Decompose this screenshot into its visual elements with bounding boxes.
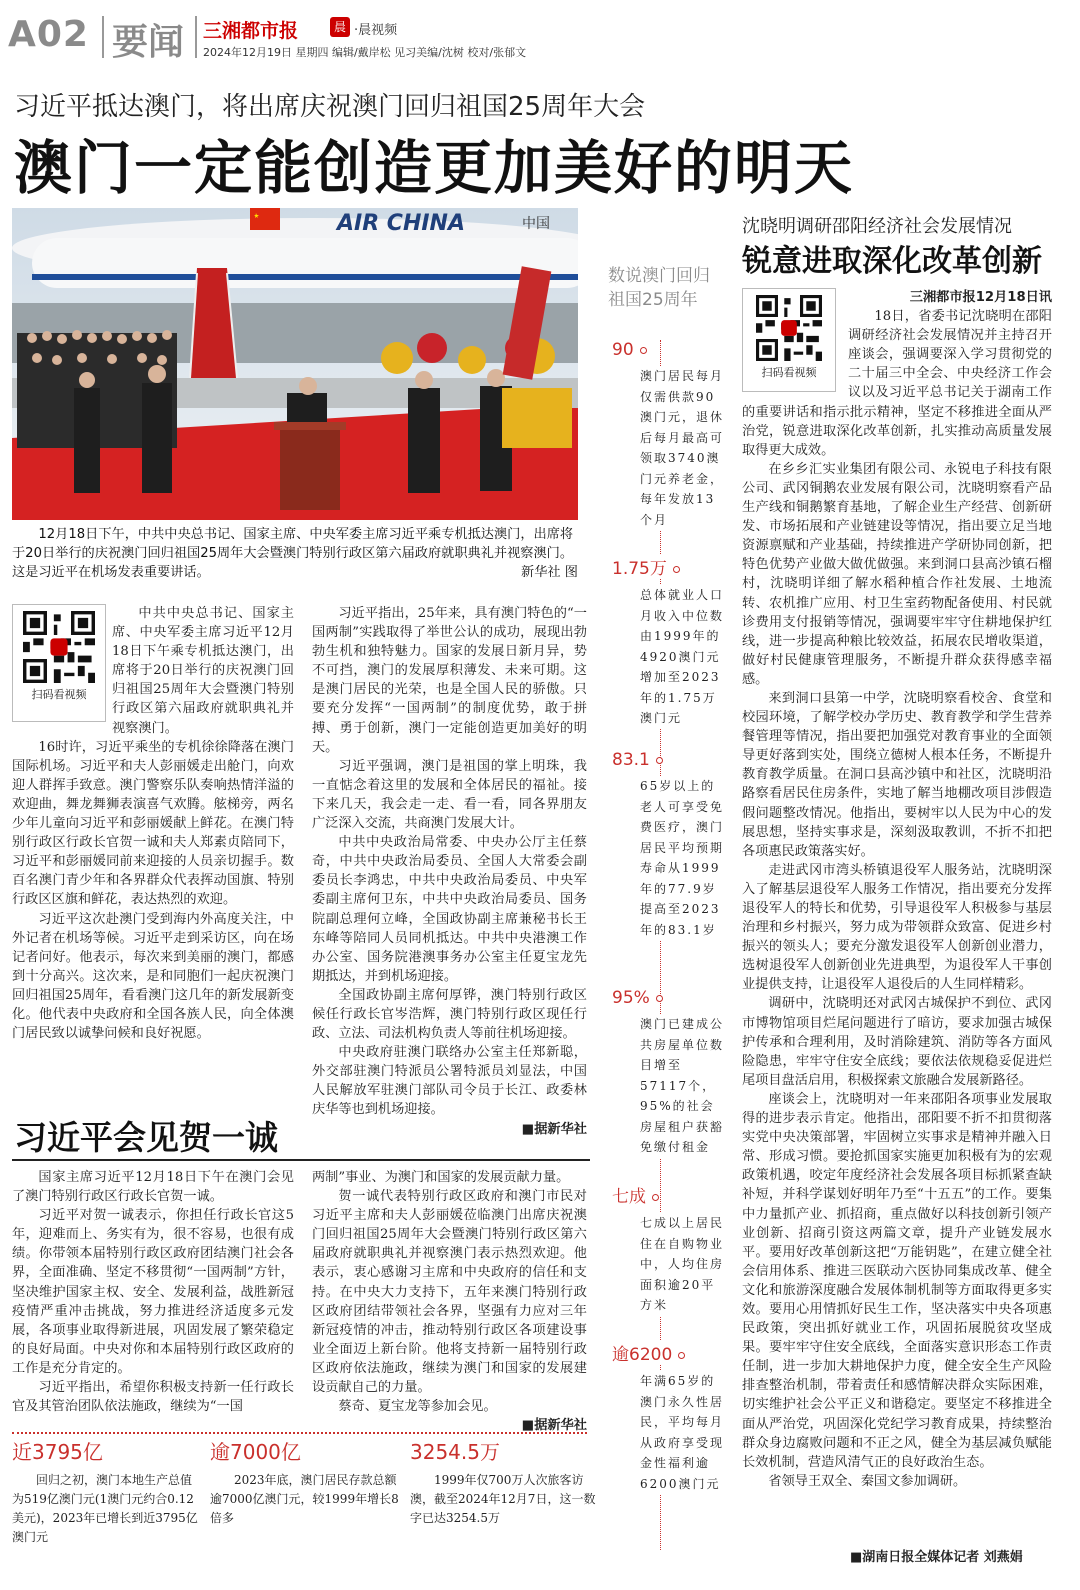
title-rule: [12, 1159, 590, 1161]
caption-text: 12月18日下午，中共中央总书记、国家主席、中央军委主席习近平乘专机抵达澳门，出席将于20日举行的庆祝澳门回归祖国25周年大会暨澳门特别行政区第六届政府就职典礼并视察澳门。这是习近平在机场发表重要讲话。: [12, 527, 574, 580]
newspaper-logo: 三湘都市报: [203, 20, 299, 42]
paragraph: 座谈会上，沈晓明对一年来邵阳各项事业发展取得的进步表示肯定。他指出，邵阳要不折不扣贯彻落实党中央决策部署，牢固树立实事求是精神并融入日常、形成习惯。要抢抓国家实施更加积极有为的宏观政策机遇，咬定年度经济社会发展各项目标抓紧查缺补短，并科学谋划好明年乃至“十五五”的工作。要集中力量抓产业、抓招商，重点做好以科技创新引领产业创新、招商引资这两篇文章，提升产业链发展水平。要用好改革创新这把“万能钥匙”，在建立健全社会信用体系、推进三医联动六医协同集成改革、健全文化和旅游深度融合发展体制机制等方面取得更多实效。要用心用情抓好民生工作，坚决落实中央各项惠民政策，突出抓好就业工作，巩固拓展脱贫攻坚成果。要牢牢守住安全底线，全面落实意识形态工作责任制，进一步加大耕地保护力度，健全安全生产风险排查整治机制，带着责任和感情解决群众实际困难，切实维护社会公平正义和谐稳定。要坚定不移推进全面从严治党，巩固深化党纪学习教育成果，持续整治群众身边腐败问题和不正之风，健全为基层减负赋能长效机制，营造风清气正的良好政治生态。: [742, 1091, 1052, 1470]
sidebar-number: 1.75万: [612, 554, 671, 579]
qr-code-icon: [756, 295, 822, 361]
qr-label: 扫码看视频: [761, 366, 817, 379]
lead-title: 澳门一定能创造更加美好的明天: [14, 134, 855, 202]
stat-number: 近3795亿: [12, 1440, 103, 1464]
paragraph: 中共中央总书记、国家主席、中央军委主席习近平12月18日下午乘专机抵达澳门，出席将于20日举行的庆祝澳门回归祖国25周年大会暨澳门特别行政区第六届政府就职典礼并视察澳门。: [112, 606, 294, 736]
second-article-title: 习近平会见贺一诚: [14, 1118, 278, 1157]
right-article-title: 锐意进取深化改革创新: [742, 244, 1042, 279]
sidebar-item: [612, 750, 728, 940]
news-photo: [12, 208, 578, 520]
paragraph: 国家主席习近平12月18日下午在澳门会见了澳门特别行政区行政长官贺一诚。: [12, 1170, 294, 1205]
lead-subtitle: 习近平抵达澳门，将出席庆祝澳门回归祖国25周年大会: [14, 92, 646, 122]
second-article-column-2: [312, 1168, 587, 1435]
page-number: A02: [8, 14, 89, 55]
timeline-dot-icon: [652, 1194, 659, 1201]
stat-text: 2023年底，澳门居民存款总额逾7000亿澳门元，较1999年增长8倍多: [210, 1473, 399, 1525]
stat-text: 1999年仅700万人次旅客访澳，截至2024年12月7日，这一数字已达3254.5万: [410, 1473, 596, 1525]
timeline-dot-icon: [678, 1352, 685, 1359]
paragraph: 走进武冈市湾头桥镇退役军人服务站，沈晓明深入了解基层退役军人服务工作情况，指出要充分发挥退役军人的特长和优势，引导退役军人积极参与基层治理和乡村振兴，努力成为带领群众致富、促进乡村振兴的领头人；要充分激发退役军人创新创业潜力，选树退役军人创新创业先进典型，为退役军人干事创业提供支持，让退役军人退役后的人生同样精彩。: [742, 862, 1052, 993]
paragraph: 来到洞口县第一中学，沈晓明察看校舍、食堂和校园环境，了解学校办学历史、教育教学和学生营养餐管理等情况，指出要把加强党对教育事业的全面领导更好落到实处，围绕立德树人根本任务，不断提升教育教学质量。在洞口县高沙镇中和社区，沈晓明沿路察看居民住房条件，实地了解当地棚改项目涉假造假问题整改情况。他指出，要树牢以人民为中心的发展思想，坚持实事求是，深刻汲取教训，不折不扣把各项惠民政策落实好。: [742, 690, 1052, 859]
lead-article-column-1: [12, 604, 294, 1043]
video-badge-text: ·晨视频: [354, 23, 398, 38]
sidebar-text: 澳门居民每月仅需供款90澳门元，退休后每月最高可领取3740澳门元养老金，每年发放13个月: [612, 366, 728, 530]
airplane-livery-cn: 中国: [522, 216, 550, 232]
timeline-dot-icon: [673, 566, 680, 573]
stat-text: 回归之初，澳门本地生产总值为519亿澳门元(1澳门元约合0.12美元)，2023年已增长到近3795亿澳门元: [12, 1473, 198, 1544]
section-name: 要闻: [112, 22, 185, 63]
right-article-subtitle: 沈晓明调研邵阳经济社会发展情况: [742, 216, 1012, 237]
paragraph: 贺一诚代表特别行政区政府和澳门市民对习近平主席和夫人彭丽媛莅临澳门出席庆祝澳门回归祖国25周年大会暨澳门特别行政区第六届政府就职典礼并视察澳门表示热烈欢迎。他表示，衷心感谢习主席和中央政府的信任和支持。在中央大力支持下，五年来澳门特别行政区政府团结带领社会各界，坚强有力应对三年新冠疫情的冲击，推动特别行政区各项建设事业全面迈上新台阶。他将支持新一届特别行政区政府依法施政，继续为澳门和国家的发展建设贡献自己的力量。: [312, 1189, 587, 1396]
sidebar-text: 65岁以上的老人可享受免费医疗，澳门居民平均预期寿命从1999年的77.9岁提高至2023年的83.1岁: [612, 776, 728, 940]
sidebar-text: 七成以上居民住在自购物业中，人均住房面积逾20平方米: [612, 1213, 728, 1316]
sidebar-item: [612, 340, 728, 530]
dateline: 三湘都市报12月18日讯: [909, 290, 1052, 305]
qr-label: 扫码看视频: [31, 688, 87, 701]
header-divider: [195, 16, 197, 58]
stat-number: 逾7000亿: [210, 1440, 301, 1464]
sidebar-title: 数说澳门回归祖国25周年: [608, 266, 710, 310]
paragraph: 中央政府驻澳门联络办公室主任郑新聪，外交部驻澳门特派员公署特派员刘显法，中国人民解放军驻澳门部队司令员于长江、政委林庆华等也到机场迎接。: [312, 1045, 587, 1118]
sidebar-item: [612, 554, 728, 729]
sidebar-text: 澳门已建成公共房屋单位数目增至57117个，95%的社会房屋租户获豁免缴付租金: [612, 1014, 728, 1158]
stats-divider: [12, 1432, 587, 1434]
sidebar-item: [612, 1340, 728, 1494]
sidebar-number: 逾6200: [612, 1340, 676, 1365]
paragraph: 习近平指出，25年来，具有澳门特色的“一国两制”实践取得了举世公认的成功，展现出勃勃生机和独特魅力。国家的发展日新月异，势不可挡，澳门的发展厚积薄发、未来可期。这是澳门居民的光荣，也是全国人民的骄傲。只要充分发挥“一国两制”的制度优势，敢于拼搏、勇于创新，澳门一定能创造更加美好的明天。: [312, 606, 587, 755]
photo-caption: [12, 525, 578, 582]
stat-block: [210, 1436, 400, 1528]
sidebar-text: 总体就业人口月收入中位数由1999年的4920澳门元增加至2023年的1.75万澳门元: [612, 585, 728, 729]
paragraph: 省领导王双全、秦国文参加调研。: [768, 1473, 967, 1489]
flag-icon: [250, 208, 280, 230]
timeline-dot-icon: [656, 757, 663, 764]
paragraph: 18日，省委书记沈晓明在邵阳调研经济社会发展情况并主持召开座谈会，强调要深入学习贯彻党的二十届三中全会、中央经济工作会议以及习近平总书记关于湖南工作的重要讲话和指示批示精神，坚定不移推进全面从严治党，锐意进取深化改革创新，扎实推动高质量发展取得更大成效。: [742, 309, 1052, 458]
airplane-livery-text: AIR CHINA: [337, 211, 465, 236]
timeline-dot-icon: [640, 347, 647, 354]
airport-scene-illustration: [12, 208, 578, 520]
article-credit: ■湖南日报全媒体记者 刘燕娟: [850, 1550, 1023, 1565]
paragraph: 习近平这次赴澳门受到海内外高度关注，中外记者在机场等候。习近平走到采访区，向在场记者问好。他表示，每次来到美丽的澳门，都感到十分高兴。这次来，是和同胞们一起庆祝澳门回归祖国25周年，看看澳门这几年的新发展新变化。他代表中央政府和全国各族人民，向全体澳门居民致以诚挚问候和良好祝愿。: [12, 911, 294, 1042]
article-credit: ■据新华社: [521, 1418, 587, 1434]
article-credit: ■据新华社: [521, 1121, 587, 1137]
timeline-dot-icon: [656, 995, 663, 1002]
sidebar-item: [612, 1182, 728, 1316]
macau-stats-sidebar: [604, 260, 730, 1570]
caption-credit: 新华社 图: [521, 565, 578, 580]
paragraph: 16时许，习近平乘坐的专机徐徐降落在澳门国际机场。习近平和夫人彭丽媛走出舱门，向欢迎人群挥手致意。澳门警察乐队奏响热情洋溢的欢迎曲，舞龙舞狮表演喜气欢腾。舷梯旁，两名少年儿童向习近平和彭丽媛献上鲜花。在澳门特别行政区行政长官贺一诚和夫人郑素贞陪同下，习近平和彭丽媛同前来迎接的人员亲切握手。数百名澳门青少年和各界群众代表挥动国旗、特别行政区区旗和鲜花，表达热烈的欢迎。: [12, 739, 294, 908]
stat-number: 3254.5万: [410, 1440, 500, 1464]
paragraph: 习近平指出，希望你积极支持新一任行政长官及其管治团队依法施政，继续为“一国: [12, 1380, 294, 1415]
video-badge-icon: 晨: [330, 17, 350, 37]
issue-info: 2024年12月19日 星期四 编辑/戴岸松 见习美编/沈树 校对/张郁文: [203, 46, 527, 59]
paragraph: 两制”事业、为澳门和国家的发展贡献力量。: [312, 1170, 570, 1185]
qr-code-block[interactable]: [742, 288, 836, 392]
sidebar-number: 90: [612, 340, 638, 360]
qr-code-icon: [23, 611, 95, 683]
sidebar-text: 年满65岁的澳门永久性居民，平均每月从政府享受现金性福利逾6200澳门元: [612, 1371, 728, 1494]
sidebar-item: [612, 988, 728, 1158]
paragraph: 蔡奇、夏宝龙等参加会见。: [338, 1399, 497, 1415]
second-article-column-1: [12, 1168, 294, 1416]
sidebar-number: 95%: [612, 988, 654, 1008]
paragraph: 中共中央政治局常委、中央办公厅主任蔡奇，中共中央政治局委员、全国人大常委会副委员长李鸿忠，中共中央政治局委员、中央军委副主席何卫东，中共中央政治局委员、国务院副总理何立峰，全国政协副主席兼秘书长王东峰等陪同人员同机抵达。中共中央港澳工作办公室、国务院港澳事务办公室主任夏宝龙先期抵达，并到机场迎接。: [312, 835, 587, 984]
sidebar-number: 83.1: [612, 750, 654, 770]
paragraph: 习近平强调，澳门是祖国的掌上明珠，我一直惦念着这里的发展和全体居民的福祉。接下来几天，我会走一走、看一看，同各界朋友广泛深入交流，共商澳门发展大计。: [312, 758, 587, 832]
paragraph: 习近平对贺一诚表示，你担任行政长官这5年，迎难而上、务实有为，很不容易，也很有成绩。你带领本届特别行政区政府团结澳门社会各界，全面准确、坚定不移贯彻“一国两制”方针，坚决维护国家主权、安全、发展利益，战胜新冠疫情严重冲击挑战，努力推进经济适度多元发展，各项事业取得新进展，巩固发展了繁荣稳定的良好局面。中央对你和本届特别行政区政府的工作是充分肯定的。: [12, 1208, 294, 1376]
paragraph: 全国政协副主席何厚铧，澳门特别行政区候任行政长官岑浩辉，澳门特别行政区现任行政、立法、司法机构负责人等前往机场迎接。: [312, 987, 587, 1042]
paragraph: 在乡乡汇实业集团有限公司、永锐电子科技有限公司、武冈铜鹅农业发展有限公司，沈晓明察看产品生产线和铜鹅繁育基地，了解企业生产经营、创新研发、市场拓展和产业链建设等情况，指出要立足当地资源禀赋和产业基础，持续推进产学研协同创新，把特色优势产业做大做优做强。来到洞口县高沙镇石榴村，沈晓明详细了解水稻种植合作社发展、土地流转、农机推广应用、村卫生室药物配备使用、村民就诊费用支付报销等情况，强调要牢牢守住耕地保护红线，进一步提高种粮比较效益，拓展农民增收渠道，做好村民健康管理服务，不断提升群众获得感幸福感。: [742, 461, 1052, 687]
paragraph: 调研中，沈晓明还对武冈古城保护不到位、武冈市博物馆项目烂尾问题进行了暗访，要求加强古城保护传承和合理利用，及时消除建筑、消防等各方面风险隐患，牢牢守住安全底线；要依法依规稳妥促进烂尾项目盘活启用，积极探索文旅融合发展新路径。: [742, 996, 1052, 1088]
qr-code-block[interactable]: [12, 604, 106, 722]
stat-block: [410, 1436, 600, 1528]
stat-block: [12, 1436, 202, 1547]
sidebar-number: 七成: [612, 1182, 650, 1207]
header-divider: [102, 16, 104, 58]
lead-article-column-2: [312, 604, 587, 1139]
right-article-body: [742, 288, 1052, 1491]
